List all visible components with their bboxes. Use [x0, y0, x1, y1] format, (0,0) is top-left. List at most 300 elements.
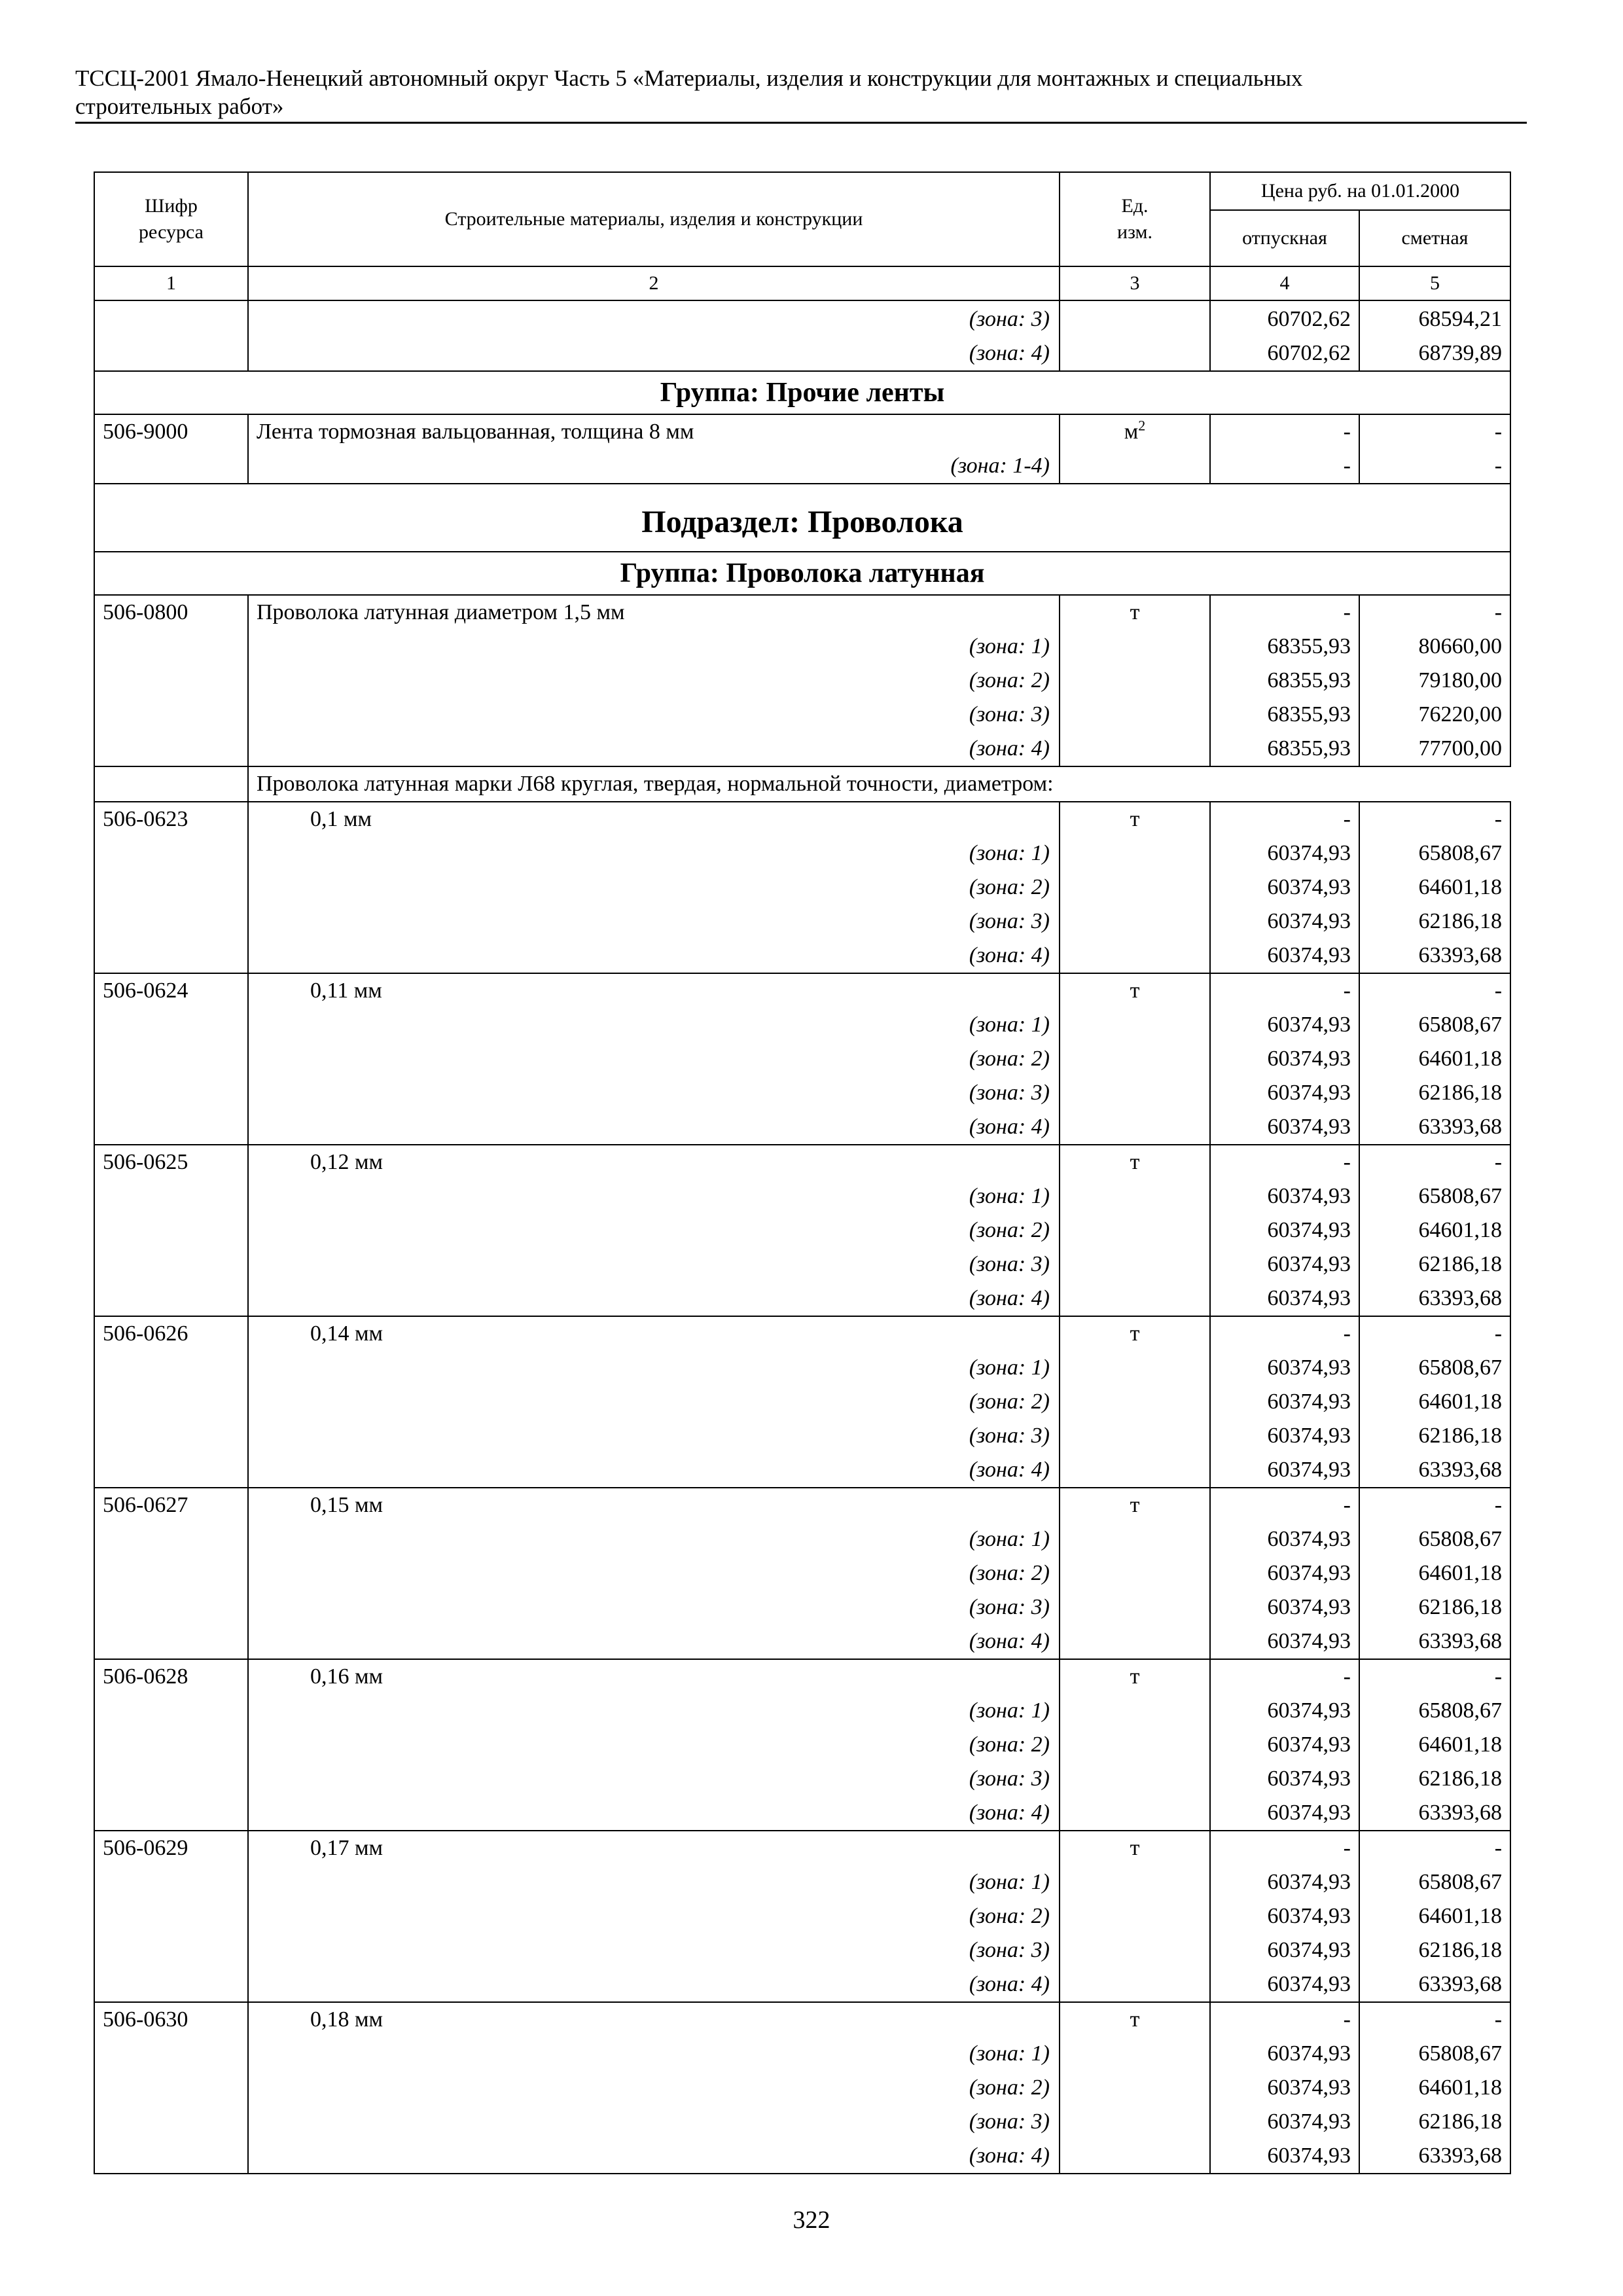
price-table-container [94, 171, 1510, 2174]
zone-label: (зона: 3) [248, 905, 1060, 939]
estimate-price: 63393,68 [1359, 939, 1510, 973]
estimate-price: - [1359, 1488, 1510, 1522]
zone-row [94, 1351, 1510, 1385]
estimate-price: 63393,68 [1359, 2139, 1510, 2174]
zone-row [94, 1213, 1510, 1247]
zone-label: (зона: 3) [248, 2105, 1060, 2139]
release-price: 60374,93 [1210, 1728, 1359, 1762]
code-cell [94, 1865, 248, 1899]
unit-cell [1060, 1762, 1210, 1796]
item-row [94, 2002, 1510, 2037]
unit-cell [1060, 2071, 1210, 2105]
code-cell [94, 1453, 248, 1488]
release-price: 60374,93 [1210, 870, 1359, 905]
code-cell [94, 1728, 248, 1762]
code-cell [94, 2139, 248, 2174]
zone-label: (зона: 4) [248, 1796, 1060, 1831]
resource-code: 506-0626 [94, 1316, 248, 1351]
estimate-price: 63393,68 [1359, 1453, 1510, 1488]
code-cell [94, 1008, 248, 1042]
zone-row [94, 1042, 1510, 1076]
release-price: - [1210, 2002, 1359, 2037]
group-heading: Группа: Проволока латунная [94, 552, 1510, 595]
header-unit [1060, 172, 1210, 266]
zone-label: (зона: 2) [248, 1728, 1060, 1762]
release-price: - [1210, 1316, 1359, 1351]
estimate-price: 64601,18 [1359, 1385, 1510, 1419]
release-price: 60702,62 [1210, 336, 1359, 371]
estimate-price: 65808,67 [1359, 1351, 1510, 1385]
release-price: - [1210, 414, 1359, 449]
table-header-row [94, 172, 1510, 210]
zone-row [94, 1694, 1510, 1728]
release-price: - [1210, 1659, 1359, 1694]
unit-cell [1060, 2105, 1210, 2139]
zone-label: (зона: 4) [248, 939, 1060, 973]
release-price: 60374,93 [1210, 1694, 1359, 1728]
release-price: 68355,93 [1210, 664, 1359, 698]
header-code [94, 172, 248, 266]
zone-row [94, 1247, 1510, 1282]
estimate-price: - [1359, 973, 1510, 1008]
zone-row [94, 1967, 1510, 2002]
unit-cell: т [1060, 2002, 1210, 2037]
unit-cell: т [1060, 1316, 1210, 1351]
zone-label: (зона: 4) [248, 1967, 1060, 2002]
header-name: Строительные материалы, изделия и конструкции [248, 172, 1060, 266]
zone-row [94, 698, 1510, 732]
unit-cell [1060, 1042, 1210, 1076]
release-price: 60374,93 [1210, 1899, 1359, 1933]
unit-cell [1060, 1008, 1210, 1042]
zone-row [94, 1865, 1510, 1899]
zone-label: (зона: 2) [248, 1042, 1060, 1076]
code-cell [94, 1076, 248, 1110]
item-row [94, 1145, 1510, 1179]
zone-label: (зона: 1) [248, 1179, 1060, 1213]
zone-label: (зона: 3) [248, 1590, 1060, 1624]
column-number: 3 [1060, 266, 1210, 300]
release-price: 60374,93 [1210, 1008, 1359, 1042]
zone-row [94, 2105, 1510, 2139]
release-price: 60374,93 [1210, 2139, 1359, 2174]
code-cell [94, 1624, 248, 1659]
estimate-price: 64601,18 [1359, 870, 1510, 905]
estimate-price: - [1359, 802, 1510, 836]
code-cell [94, 1762, 248, 1796]
estimate-price: - [1359, 595, 1510, 630]
release-price: - [1210, 1145, 1359, 1179]
code-cell [94, 1179, 248, 1213]
zone-label: (зона: 1) [248, 1865, 1060, 1899]
item-row [94, 1316, 1510, 1351]
estimate-price: 68594,21 [1359, 300, 1510, 336]
estimate-price: 79180,00 [1359, 664, 1510, 698]
header-price: Цена руб. на 01.01.2000 [1210, 172, 1510, 210]
zone-row [94, 1590, 1510, 1624]
header-line-2: строительных работ» [75, 94, 284, 119]
item-row [94, 595, 1510, 630]
column-number-row [94, 266, 1510, 300]
release-price: 60374,93 [1210, 1796, 1359, 1831]
zone-label: (зона: 4) [248, 1282, 1060, 1316]
item-name: 0,1 мм [248, 802, 1060, 836]
release-price: - [1210, 973, 1359, 1008]
estimate-price: 65808,67 [1359, 1008, 1510, 1042]
estimate-price: - [1359, 2002, 1510, 2037]
estimate-price: 65808,67 [1359, 1694, 1510, 1728]
item-name: 0,14 мм [248, 1316, 1060, 1351]
code-cell [94, 1247, 248, 1282]
unit-cell [1060, 870, 1210, 905]
release-price: 60374,93 [1210, 1110, 1359, 1145]
unit-cell [1060, 1179, 1210, 1213]
unit-cell [1060, 1282, 1210, 1316]
zone-label: (зона: 2) [248, 1556, 1060, 1590]
estimate-price: 65808,67 [1359, 836, 1510, 870]
unit-cell: т [1060, 1145, 1210, 1179]
unit-cell: т [1060, 973, 1210, 1008]
code-cell [94, 1694, 248, 1728]
unit-cell [1060, 1933, 1210, 1967]
estimate-price: 64601,18 [1359, 1728, 1510, 1762]
material-caption: Проволока латунная марки Л68 круглая, твердая, нормальной точности, диаметром: [248, 766, 1510, 802]
code-cell [94, 449, 248, 484]
item-row [94, 973, 1510, 1008]
zone-label: (зона: 1-4) [248, 449, 1060, 484]
zone-row [94, 732, 1510, 766]
release-price: 60702,62 [1210, 300, 1359, 336]
zone-row [94, 1076, 1510, 1110]
unit-cell [1060, 2037, 1210, 2071]
code-cell [94, 1933, 248, 1967]
zone-label: (зона: 4) [248, 336, 1060, 371]
estimate-price: 62186,18 [1359, 905, 1510, 939]
release-price: 60374,93 [1210, 1385, 1359, 1419]
release-price: 60374,93 [1210, 1590, 1359, 1624]
header-release: отпускная [1210, 210, 1359, 266]
unit-cell [1060, 1899, 1210, 1933]
unit-cell [1060, 1865, 1210, 1899]
header-estimate: сметная [1359, 210, 1510, 266]
price-table [94, 171, 1511, 2174]
zone-label: (зона: 1) [248, 1694, 1060, 1728]
zone-label: (зона: 3) [248, 300, 1060, 336]
estimate-price: - [1359, 1145, 1510, 1179]
zone-label: (зона: 2) [248, 1385, 1060, 1419]
unit-cell [1060, 1624, 1210, 1659]
zone-label: (зона: 1) [248, 1522, 1060, 1556]
code-cell [94, 1419, 248, 1453]
code-cell [94, 300, 248, 336]
release-price: - [1210, 449, 1359, 484]
item-name: Лента тормозная вальцованная, толщина 8 мм [248, 414, 1060, 449]
zone-row [94, 1453, 1510, 1488]
item-row [94, 1659, 1510, 1694]
estimate-price: 62186,18 [1359, 1933, 1510, 1967]
release-price: 68355,93 [1210, 732, 1359, 766]
release-price: 60374,93 [1210, 1967, 1359, 2002]
subsection-heading-row [94, 484, 1510, 552]
release-price: - [1210, 1831, 1359, 1865]
unit-cell [1060, 939, 1210, 973]
code-cell [94, 836, 248, 870]
estimate-price: 63393,68 [1359, 1796, 1510, 1831]
unit-cell [1060, 1694, 1210, 1728]
code-cell [94, 1351, 248, 1385]
group-heading: Группа: Прочие ленты [94, 371, 1510, 414]
estimate-price: 64601,18 [1359, 1213, 1510, 1247]
estimate-price: 64601,18 [1359, 1042, 1510, 1076]
estimate-price: 62186,18 [1359, 1419, 1510, 1453]
release-price: - [1210, 1488, 1359, 1522]
zone-row [94, 1110, 1510, 1145]
zone-row [94, 1556, 1510, 1590]
estimate-price: 62186,18 [1359, 2105, 1510, 2139]
document-header [75, 64, 1522, 120]
zone-label: (зона: 4) [248, 2139, 1060, 2174]
continued-row [94, 336, 1510, 371]
column-number: 4 [1210, 266, 1359, 300]
release-price: 60374,93 [1210, 1213, 1359, 1247]
release-price: 60374,93 [1210, 2037, 1359, 2071]
zone-label: (зона: 4) [248, 1453, 1060, 1488]
code-cell [94, 1042, 248, 1076]
zone-label: (зона: 3) [248, 698, 1060, 732]
unit-cell [1060, 836, 1210, 870]
resource-code: 506-0628 [94, 1659, 248, 1694]
zone-row [94, 1762, 1510, 1796]
unit-cell [1060, 1967, 1210, 2002]
unit-cell [1060, 449, 1210, 484]
item-name: 0,18 мм [248, 2002, 1060, 2037]
subsection-heading: Подраздел: Проволока [94, 484, 1510, 552]
item-name: 0,17 мм [248, 1831, 1060, 1865]
unit-cell [1060, 905, 1210, 939]
zone-row [94, 2071, 1510, 2105]
item-name: 0,15 мм [248, 1488, 1060, 1522]
code-cell [94, 1556, 248, 1590]
release-price: 60374,93 [1210, 1247, 1359, 1282]
zone-row [94, 1728, 1510, 1762]
zone-label: (зона: 2) [248, 664, 1060, 698]
unit-cell [1060, 1419, 1210, 1453]
estimate-price: - [1359, 1659, 1510, 1694]
estimate-price: 65808,67 [1359, 1865, 1510, 1899]
zone-row [94, 836, 1510, 870]
release-price: - [1210, 595, 1359, 630]
item-name: Проволока латунная диаметром 1,5 мм [248, 595, 1060, 630]
estimate-price: 63393,68 [1359, 1110, 1510, 1145]
code-cell [94, 905, 248, 939]
release-price: 60374,93 [1210, 1076, 1359, 1110]
unit-superscript: 2 [1138, 417, 1146, 434]
release-price: 60374,93 [1210, 1179, 1359, 1213]
estimate-price: - [1359, 1316, 1510, 1351]
zone-row [94, 449, 1510, 484]
page-number: 322 [793, 2206, 830, 2234]
unit-cell [1060, 1110, 1210, 1145]
zone-row [94, 905, 1510, 939]
estimate-price: 65808,67 [1359, 1179, 1510, 1213]
resource-code: 506-0800 [94, 595, 248, 630]
estimate-price: 62186,18 [1359, 1590, 1510, 1624]
zone-label: (зона: 1) [248, 2037, 1060, 2071]
zone-label: (зона: 3) [248, 1419, 1060, 1453]
code-cell [94, 1110, 248, 1145]
zone-row [94, 2037, 1510, 2071]
group-heading-row [94, 371, 1510, 414]
code-cell [94, 1967, 248, 2002]
estimate-price: 65808,67 [1359, 2037, 1510, 2071]
zone-row [94, 1933, 1510, 1967]
unit-cell [1060, 1728, 1210, 1762]
estimate-price: 63393,68 [1359, 1282, 1510, 1316]
header-rule [75, 122, 1527, 124]
table-body [94, 266, 1510, 2174]
zone-row [94, 1385, 1510, 1419]
estimate-price: 77700,00 [1359, 732, 1510, 766]
zone-row [94, 1179, 1510, 1213]
unit-cell [1060, 1213, 1210, 1247]
unit-cell: т [1060, 595, 1210, 630]
unit-cell [1060, 1522, 1210, 1556]
code-cell [94, 939, 248, 973]
unit-cell: т [1060, 1659, 1210, 1694]
item-row [94, 802, 1510, 836]
zone-row [94, 939, 1510, 973]
release-price: 60374,93 [1210, 2071, 1359, 2105]
caption-row [94, 766, 1510, 802]
zone-row [94, 664, 1510, 698]
zone-label: (зона: 2) [248, 2071, 1060, 2105]
unit-cell [1060, 1385, 1210, 1419]
estimate-price: 64601,18 [1359, 1556, 1510, 1590]
estimate-price: 64601,18 [1359, 1899, 1510, 1933]
column-number: 2 [248, 266, 1060, 300]
resource-code: 506-0629 [94, 1831, 248, 1865]
resource-code: 506-0630 [94, 2002, 248, 2037]
unit-cell [1060, 2139, 1210, 2174]
zone-row [94, 1282, 1510, 1316]
zone-row [94, 870, 1510, 905]
item-row [94, 1831, 1510, 1865]
unit-cell: т [1060, 1831, 1210, 1865]
release-price: 60374,93 [1210, 1419, 1359, 1453]
estimate-price: 65808,67 [1359, 1522, 1510, 1556]
release-price: 60374,93 [1210, 1282, 1359, 1316]
code-cell [94, 1385, 248, 1419]
zone-label: (зона: 1) [248, 1008, 1060, 1042]
release-price: 60374,93 [1210, 939, 1359, 973]
release-price: 60374,93 [1210, 1351, 1359, 1385]
release-price: 60374,93 [1210, 836, 1359, 870]
release-price: 68355,93 [1210, 698, 1359, 732]
estimate-price: 76220,00 [1359, 698, 1510, 732]
code-cell [94, 766, 248, 802]
group-heading-row [94, 552, 1510, 595]
zone-label: (зона: 4) [248, 732, 1060, 766]
zone-label: (зона: 2) [248, 1899, 1060, 1933]
release-price: 60374,93 [1210, 1624, 1359, 1659]
item-row [94, 414, 1510, 449]
unit-cell [1060, 1796, 1210, 1831]
zone-label: (зона: 4) [248, 1110, 1060, 1145]
unit-cell [1060, 1247, 1210, 1282]
unit-base: м [1124, 420, 1139, 444]
estimate-price: - [1359, 414, 1510, 449]
code-cell [94, 1282, 248, 1316]
unit-cell [1060, 300, 1210, 336]
estimate-price: 68739,89 [1359, 336, 1510, 371]
code-cell [94, 2105, 248, 2139]
item-name: 0,11 мм [248, 973, 1060, 1008]
release-price: 60374,93 [1210, 1762, 1359, 1796]
code-cell [94, 1522, 248, 1556]
resource-code: 506-0627 [94, 1488, 248, 1522]
zone-label: (зона: 1) [248, 836, 1060, 870]
column-number: 1 [94, 266, 248, 300]
zone-label: (зона: 2) [248, 870, 1060, 905]
estimate-price: 63393,68 [1359, 1624, 1510, 1659]
resource-code: 506-0625 [94, 1145, 248, 1179]
zone-row [94, 1008, 1510, 1042]
zone-label: (зона: 4) [248, 1624, 1060, 1659]
zone-label: (зона: 2) [248, 1213, 1060, 1247]
unit-cell: т [1060, 802, 1210, 836]
code-cell [94, 1213, 248, 1247]
zone-label: (зона: 1) [248, 1351, 1060, 1385]
unit-cell [1060, 1590, 1210, 1624]
estimate-price: - [1359, 1831, 1510, 1865]
unit-cell [1060, 1076, 1210, 1110]
item-name: 0,12 мм [248, 1145, 1060, 1179]
code-cell [94, 870, 248, 905]
release-price: 60374,93 [1210, 1933, 1359, 1967]
estimate-price: 64601,18 [1359, 2071, 1510, 2105]
zone-label: (зона: 1) [248, 630, 1060, 664]
code-cell [94, 336, 248, 371]
zone-label: (зона: 3) [248, 1247, 1060, 1282]
estimate-price: 62186,18 [1359, 1076, 1510, 1110]
resource-code: 506-0624 [94, 973, 248, 1008]
zone-row [94, 1899, 1510, 1933]
header-line-1: ТССЦ-2001 Ямало-Ненецкий автономный округ Часть 5 «Материалы, изделия и конструкции для монтажных и специальных [75, 65, 1303, 91]
estimate-price: 80660,00 [1359, 630, 1510, 664]
code-cell [94, 1796, 248, 1831]
release-price: - [1210, 802, 1359, 836]
release-price: 60374,93 [1210, 1453, 1359, 1488]
code-cell [94, 1899, 248, 1933]
release-price: 60374,93 [1210, 1042, 1359, 1076]
resource-code: 506-9000 [94, 414, 248, 449]
release-price: 60374,93 [1210, 2105, 1359, 2139]
estimate-price: 62186,18 [1359, 1247, 1510, 1282]
estimate-price: - [1359, 449, 1510, 484]
zone-row [94, 1419, 1510, 1453]
release-price: 60374,93 [1210, 1556, 1359, 1590]
resource-code: 506-0623 [94, 802, 248, 836]
unit-cell: т [1060, 1488, 1210, 1522]
release-price: 60374,93 [1210, 1865, 1359, 1899]
item-name: 0,16 мм [248, 1659, 1060, 1694]
zone-row [94, 1522, 1510, 1556]
zone-row [94, 1796, 1510, 1831]
unit-cell [1060, 336, 1210, 371]
unit-cell [1060, 1351, 1210, 1385]
release-price: 68355,93 [1210, 630, 1359, 664]
unit-cell [1060, 414, 1210, 449]
